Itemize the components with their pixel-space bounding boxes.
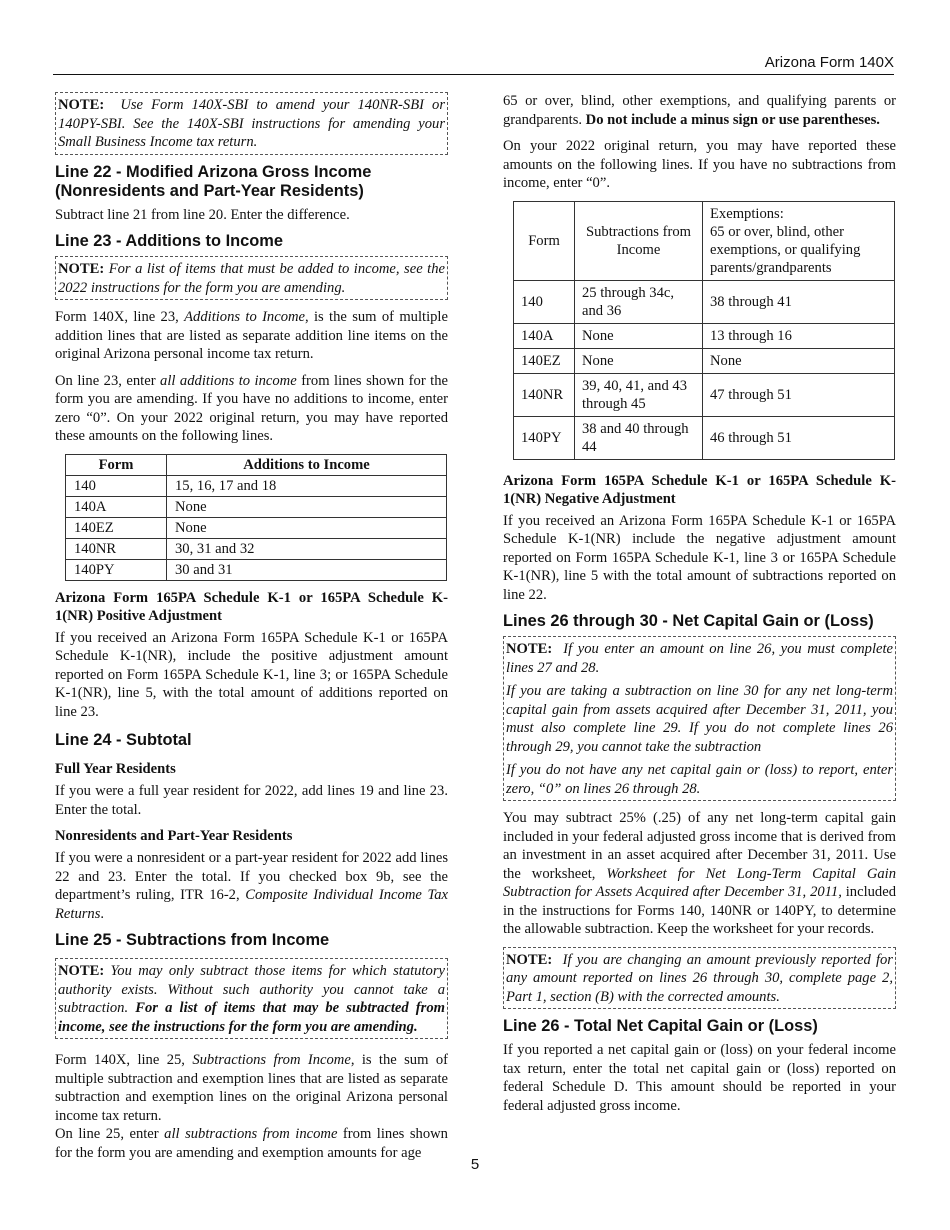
- note-text: If you are changing an amount previously reported for any amount reported on lines 26 through 30, complete page 2, Part 1, section (B) with the corrected amounts.: [506, 951, 893, 1005]
- note-paragraph: If you do not have any net capital gain or (loss) to report, enter zero, “0” on lines 26 through 28.: [506, 762, 893, 797]
- note-label: NOTE:: [58, 963, 105, 979]
- table-cell: 140NR: [66, 538, 167, 559]
- note-box-corrected-amounts: [503, 947, 896, 1010]
- note-box-additions: [55, 256, 448, 300]
- line-26-text: If you reported a net capital gain or (loss) on your federal income tax return, enter the total net capital gain or (loss) reported on federal Schedule D. This amount should be reported in your federal adjusted gross income.: [503, 1042, 896, 1114]
- table-row: [514, 348, 895, 373]
- note-label: NOTE:: [58, 261, 105, 277]
- note-box-sbi: [55, 92, 448, 155]
- table-cell: 46 through 51: [703, 416, 895, 459]
- left-column: [55, 92, 448, 1170]
- line-23-heading: Line 23 - Additions to Income: [55, 232, 283, 250]
- table-cell: 140PY: [66, 559, 167, 580]
- table-cell: None: [575, 348, 703, 373]
- note-text: Use Form 140X-SBI to amend your 140NR-SBI or 140PY-SBI. See the 140X-SBI instructions for amending your Small Business Income tax return.: [58, 97, 446, 150]
- note-text-italic: You may only subtract those items for which statutory authority exists. Without such authority you cannot take a subtraction.: [58, 963, 445, 1016]
- table-header-row: [514, 201, 895, 280]
- table-cell: None: [167, 496, 447, 517]
- line-25-para-2: On line 25, enter all subtractions from income from lines shown for the form you are amending and exemption amounts for age: [55, 1126, 448, 1161]
- note-label: NOTE:: [506, 951, 553, 968]
- column-header: Subtractions from Income: [575, 201, 703, 280]
- nonresidents-text: If you were a nonresident or a part-year resident for 2022 add lines 22 and 23. Enter the total. If you checked box 9b, see the department’s ruling, ITR 16-2, Composite Individual Income Tax Returns.: [55, 850, 449, 922]
- table-row: [66, 517, 447, 538]
- right-column: [503, 92, 896, 1123]
- table-cell: None: [703, 348, 895, 373]
- subtractions-original-return-text: On your 2022 original return, you may have reported these amounts on the following lines. If you have no subtractions from income, enter “0”.: [503, 138, 896, 191]
- table-cell: 15, 16, 17 and 18: [167, 475, 447, 496]
- table-cell: 30 and 31: [167, 559, 447, 580]
- negative-adjustment-text: If you received an Arizona Form 165PA Schedule K-1 or 165PA Schedule K-1(NR) include the negative adjustment amount reported on Form 165PA Schedule K-1, line 3 or 165PA Schedule K-1(NR), line 5 with the total amount of subtractions reported on line 22.: [503, 512, 896, 603]
- table-cell: None: [575, 323, 703, 348]
- table-cell: 140A: [514, 323, 575, 348]
- note-label: NOTE:: [506, 641, 553, 657]
- column-header: Form: [514, 201, 575, 280]
- table-row: [66, 496, 447, 517]
- table-cell: 25 through 34c, and 36: [575, 280, 703, 323]
- table-row: [66, 475, 447, 496]
- table-row: [66, 559, 447, 580]
- table-cell: 140: [514, 280, 575, 323]
- note-paragraph: If you are taking a subtraction on line 30 for any net long-term capital gain from assets acquired after December 31, 2011, you must also complete line 29. If you do not complete lines 26 through 29, you cannot take the subtraction: [506, 683, 893, 755]
- page-header-title: Arizona Form 140X: [764, 54, 894, 71]
- table-cell: 140: [66, 475, 167, 496]
- line-25-para-1: Form 140X, line 25, Subtractions from Income, is the sum of multiple subtraction and exemption lines that are listed as separate subtraction and exemption lines on the original Arizona personal income tax return.: [55, 1052, 448, 1124]
- note-box-capital-gain: [503, 636, 896, 801]
- table-row: [514, 323, 895, 348]
- lines-26-30-heading: Lines 26 through 30 - Net Capital Gain or (Loss): [503, 612, 874, 630]
- line-25-heading: Line 25 - Subtractions from Income: [55, 931, 330, 949]
- table-cell: 140EZ: [514, 348, 575, 373]
- positive-adjustment-heading: Arizona Form 165PA Schedule K-1 or 165PA Schedule K-1(NR) Positive Adjustment: [55, 589, 448, 624]
- note-text-bold: For a list of items that may be subtracted from income, see the instructions for the form you are amending.: [58, 1000, 445, 1035]
- line-25-continued: 65 or over, blind, other exemptions, and qualifying parents or grandparents. Do not include a minus sign or use parentheses.: [503, 93, 896, 128]
- table-cell: 140EZ: [66, 517, 167, 538]
- column-header: Form: [66, 454, 167, 475]
- line-22-text: Subtract line 21 from line 20. Enter the difference.: [55, 206, 350, 223]
- line-23-para-1: Form 140X, line 23, Additions to Income, is the sum of multiple addition lines that are listed as separate addition line items on the original Arizona personal income tax return.: [55, 309, 448, 362]
- capital-gain-subtraction-text: You may subtract 25% (.25) of any net long-term capital gain included in your federal adjusted gross income that is derived from an investment in an asset acquired after December 31, 2011. Use the worksheet, Worksheet for Net Long-Term Capital Gain Subtraction for Assets Acquired after December 31, 2011, included in the instructions for Forms 140, 140NR or 140PY, to determine the allowable subtraction. Keep the worksheet for your records.: [503, 810, 897, 937]
- header-rule: [53, 74, 894, 75]
- table-cell: 140PY: [514, 416, 575, 459]
- column-header: Exemptions: 65 or over, blind, other exemptions, or qualifying parents/grandparents: [703, 201, 895, 280]
- note-text: For a list of items that must be added to income, see the 2022 instructions for the form you are amending.: [58, 261, 445, 296]
- column-header: Additions to Income: [167, 454, 447, 475]
- table-cell: 140NR: [514, 373, 575, 416]
- table-row: [514, 373, 895, 416]
- note-box-subtractions: [55, 958, 448, 1039]
- line-24-heading: Line 24 - Subtotal: [55, 731, 192, 749]
- additions-table: [65, 454, 447, 581]
- page-number: 5: [470, 1156, 480, 1173]
- table-header-row: [66, 454, 447, 475]
- table-cell: 140A: [66, 496, 167, 517]
- positive-adjustment-text: If you received an Arizona Form 165PA Schedule K-1 or 165PA Schedule K-1(NR), include the positive adjustment amount reported on Form 165PA Schedule K-1, line 3; or 165PA Schedule K-1(NR), line 5, with the total amount of additions reported on line 23.: [55, 629, 448, 720]
- table-cell: 39, 40, 41, and 43 through 45: [575, 373, 703, 416]
- line-23-para-2: On line 23, enter all additions to income from lines shown for the form you are amending. If you have no additions to income, enter zero “0”. On your 2022 original return, you may have reported these amounts on the following lines.: [55, 372, 448, 444]
- full-year-heading: Full Year Residents: [55, 761, 176, 777]
- table-row: [514, 416, 895, 459]
- table-cell: 13 through 16: [703, 323, 895, 348]
- table-row: [66, 538, 447, 559]
- full-year-text: If you were a full year resident for 2022, add lines 19 and line 23. Enter the total.: [55, 783, 448, 818]
- nonresidents-heading: Nonresidents and Part-Year Residents: [55, 828, 293, 844]
- line-26-heading: Line 26 - Total Net Capital Gain or (Loss): [503, 1017, 818, 1035]
- line-22-heading: Line 22 - Modified Arizona Gross Income (Nonresidents and Part-Year Residents): [55, 162, 372, 200]
- table-cell: None: [167, 517, 447, 538]
- table-cell: 38 through 41: [703, 280, 895, 323]
- table-row: [514, 280, 895, 323]
- note-paragraph: NOTE: If you enter an amount on line 26, you must complete lines 27 and 28.: [506, 641, 894, 676]
- note-label: NOTE:: [58, 97, 105, 113]
- subtractions-table: [513, 201, 895, 460]
- table-cell: 30, 31 and 32: [167, 538, 447, 559]
- table-cell: 47 through 51: [703, 373, 895, 416]
- table-cell: 38 and 40 through 44: [575, 416, 703, 459]
- negative-adjustment-heading: Arizona Form 165PA Schedule K-1 or 165PA Schedule K-1(NR) Negative Adjustment: [503, 472, 896, 507]
